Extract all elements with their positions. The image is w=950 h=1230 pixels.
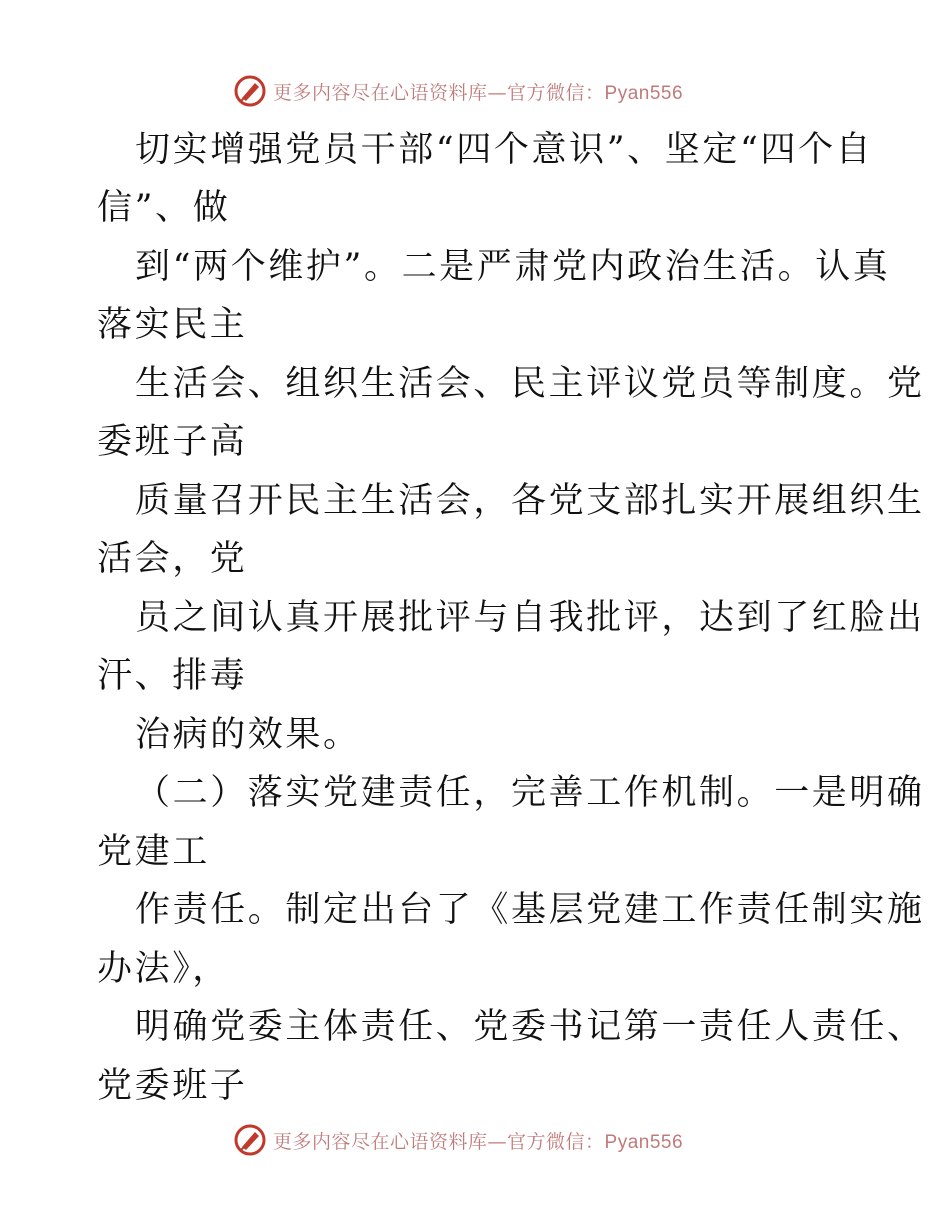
text-line: 到“两个维护”。二是严肃党内政治生活。认真 xyxy=(135,247,891,287)
text-line: 切实增强党员干部“四个意识”、坚定“四个自 xyxy=(135,130,874,170)
text-line: 委班子高 xyxy=(97,422,248,462)
text-line: 党委班子 xyxy=(97,1066,248,1106)
watermark-wechat-id: Pyan556 xyxy=(604,82,684,104)
text-line: 质量召开民主生活会，各党支部扎实开展组织生 xyxy=(135,481,925,521)
text-line: （二）落实党建责任，完善工作机制。一是明确 xyxy=(135,773,925,813)
text-line: 汗、排毒 xyxy=(97,656,248,696)
logo-icon xyxy=(233,74,267,108)
text-line: 作责任。制定出台了《基层党建工作责任制实施 xyxy=(135,890,925,930)
text-line: 信”、做 xyxy=(97,188,231,228)
logo-icon xyxy=(233,1123,267,1157)
header-watermark xyxy=(233,73,683,109)
watermark-wechat-id: Pyan556 xyxy=(604,1131,684,1153)
text-line: 活会，党 xyxy=(97,539,248,579)
text-line: 治病的效果。 xyxy=(135,715,361,755)
watermark-text: 更多内容尽在心语资料库—官方微信： xyxy=(273,81,605,104)
text-line: 落实民主 xyxy=(97,305,248,345)
watermark-text: 更多内容尽在心语资料库—官方微信： xyxy=(273,1130,605,1153)
text-line: 办法》， xyxy=(97,949,230,989)
text-line: 党建工 xyxy=(97,832,210,872)
text-line: 生活会、组织生活会、民主评议党员等制度。党 xyxy=(135,364,925,404)
footer-watermark xyxy=(233,1122,683,1158)
text-line: 员之间认真开展批评与自我批评，达到了红脸出 xyxy=(135,598,925,638)
text-line: 明确党委主体责任、党委书记第一责任人责任、 xyxy=(135,1007,925,1047)
